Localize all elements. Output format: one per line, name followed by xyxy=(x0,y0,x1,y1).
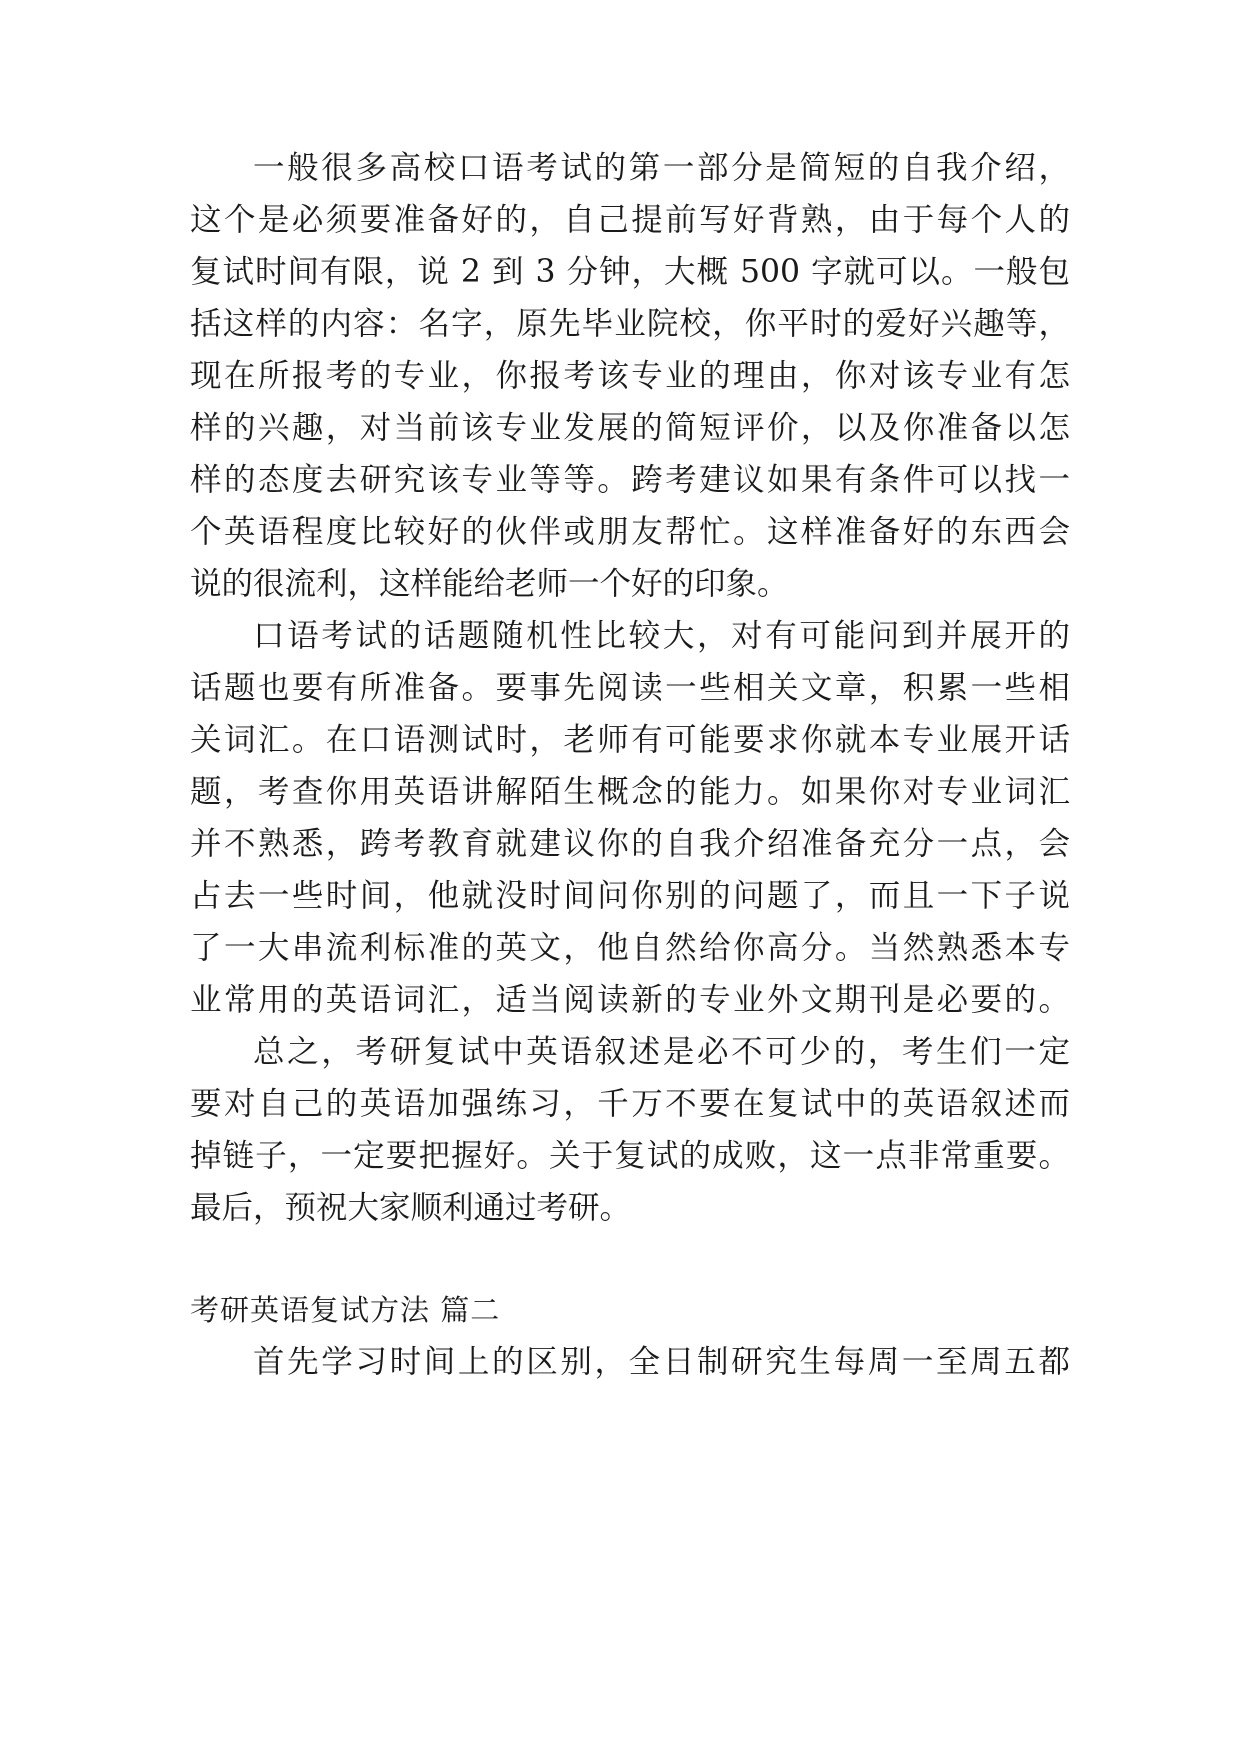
paragraph-line: 口语考试的话题随机性比较大，对有可能问到并展开的 xyxy=(253,618,1070,654)
paragraph-line: 题，考查你用英语讲解陌生概念的能力。如果你对专业词汇 xyxy=(190,774,1070,810)
paragraph-line: 个英语程度比较好的伙伴或朋友帮忙。这样准备好的东西会 xyxy=(190,514,1070,550)
paragraph-line: 首先学习时间上的区别，全日制研究生每周一至周五都 xyxy=(253,1344,1070,1380)
paragraph-line: 现在所报考的专业，你报考该专业的理由，你对该专业有怎 xyxy=(190,358,1070,394)
paragraph-line: 话题也要有所准备。要事先阅读一些相关文章，积累一些相 xyxy=(190,670,1070,706)
paragraph-line: 样的兴趣，对当前该专业发展的简短评价，以及你准备以怎 xyxy=(190,410,1070,446)
paragraph-line: 括这样的内容：名字，原先毕业院校，你平时的爱好兴趣等， xyxy=(190,306,1070,342)
paragraph-line: 一般很多高校口语考试的第一部分是简短的自我介绍， xyxy=(253,150,1070,186)
paragraph-line: 说的很流利，这样能给老师一个好的印象。 xyxy=(190,566,789,602)
paragraph-line: 并不熟悉，跨考教育就建议你的自我介绍准备充分一点，会 xyxy=(190,826,1070,862)
section-heading: 考研英语复试方法 篇二 xyxy=(190,1293,501,1327)
paragraph-line: 样的态度去研究该专业等等。跨考建议如果有条件可以找一 xyxy=(190,462,1070,498)
paragraph-line: 复试时间有限，说 2 到 3 分钟，大概 500 字就可以。一般包 xyxy=(190,254,1070,290)
paragraph-line: 掉链子，一定要把握好。关于复试的成败，这一点非常重要。 xyxy=(190,1138,1070,1174)
paragraph-line: 占去一些时间，他就没时间问你别的问题了，而且一下子说 xyxy=(190,878,1070,914)
paragraph-line: 这个是必须要准备好的，自己提前写好背熟，由于每个人的 xyxy=(190,202,1070,238)
paragraph-line: 业常用的英语词汇，适当阅读新的专业外文期刊是必要的。 xyxy=(190,982,1070,1018)
paragraph-line: 总之，考研复试中英语叙述是必不可少的，考生们一定 xyxy=(253,1034,1070,1070)
paragraph-line: 最后，预祝大家顺利通过考研。 xyxy=(190,1190,632,1226)
paragraph-line: 关词汇。在口语测试时，老师有可能要求你就本专业展开话 xyxy=(190,722,1070,758)
paragraph-line: 了一大串流利标准的英文，他自然给你高分。当然熟悉本专 xyxy=(190,930,1070,966)
paragraph-line: 要对自己的英语加强练习，千万不要在复试中的英语叙述而 xyxy=(190,1086,1070,1122)
